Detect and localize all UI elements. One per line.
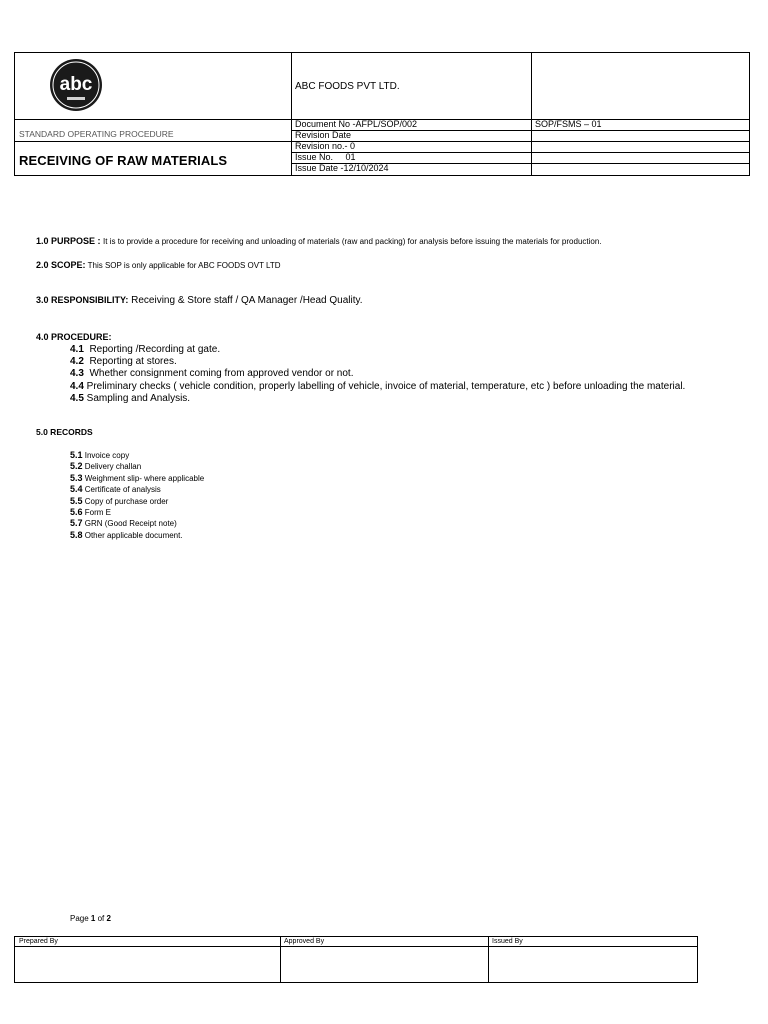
list-item: 4.5 Sampling and Analysis.: [70, 392, 191, 404]
purpose-text: It is to provide a procedure for receiving and unloading of materials (raw and packing) for analysis before issuing the materials for production.: [103, 237, 602, 246]
revision-date: Revision Date: [295, 130, 352, 140]
responsibility-text: Receiving & Store staff / QA Manager /Head Quality.: [128, 295, 363, 306]
issue-number: Issue No. 01: [295, 152, 356, 162]
responsibility-section: [36, 295, 363, 306]
scope-text: This SOP is only applicable for ABC FOODS OVT LTD: [85, 261, 281, 270]
header-divider: [15, 141, 749, 142]
revision-number: Revision no.- 0: [295, 141, 356, 151]
page-number: Page 1 of 2: [70, 914, 111, 923]
header-divider: [291, 130, 749, 131]
document-number: Document No -AFPL/SOP/002: [295, 119, 418, 129]
list-item: 5.6 Form E: [70, 507, 111, 518]
list-item: 5.2 Delivery challan: [70, 461, 142, 472]
records-heading: 5.0 RECORDS: [36, 427, 93, 437]
list-item: 5.3 Weighment slip- where applicable: [70, 472, 205, 483]
approved-by-label: Approved By: [284, 938, 325, 945]
purpose-label: 1.0 PURPOSE :: [36, 236, 104, 246]
header-divider: [531, 53, 532, 175]
scope-section: [36, 260, 281, 270]
footer-divider: [488, 937, 489, 982]
sop-label: STANDARD OPERATING PROCEDURE: [19, 129, 174, 139]
document-header-table: [14, 52, 750, 176]
list-item: 4.3 Whether consignment coming from approved vendor or not.: [70, 368, 354, 380]
abc-logo-icon: [45, 57, 107, 113]
document-title: RECEIVING OF RAW MATERIALS: [19, 153, 228, 168]
procedure-list: [70, 344, 685, 405]
purpose-section: [36, 236, 602, 246]
footer-divider: [280, 937, 281, 982]
company-name: ABC FOODS PVT LTD.: [295, 81, 400, 92]
responsibility-label: 3.0 RESPONSIBILITY:: [36, 295, 129, 305]
list-item: 4.1 Reporting /Recording at gate.: [70, 344, 221, 355]
list-item: 5.7 GRN (Good Receipt note): [70, 518, 177, 529]
procedure-heading: 4.0 PROCEDURE:: [36, 332, 112, 342]
list-item: 5.4 Certificate of analysis: [70, 484, 161, 495]
scope-label: 2.0 SCOPE:: [36, 260, 86, 270]
signature-table: [14, 936, 698, 983]
logo-text: abc: [59, 74, 93, 95]
header-divider: [291, 53, 292, 175]
list-item: 5.8 Other applicable document.: [70, 529, 183, 540]
list-item: 5.1 Invoice copy: [70, 450, 130, 460]
header-divider: [291, 152, 749, 153]
list-item: 4.2 Reporting at stores.: [70, 356, 177, 368]
footer-divider: [15, 946, 697, 947]
sop-code: SOP/FSMS – 01: [535, 119, 602, 129]
list-item: 4.4 Preliminary checks ( vehicle condition, properly labelling of vehicle, invoice of material, temperature, etc ) before unloading the material.: [70, 380, 686, 392]
prepared-by-label: Prepared By: [19, 938, 58, 945]
records-list: [70, 450, 204, 541]
issued-by-label: Issued By: [492, 938, 523, 945]
issue-date: Issue Date -12/10/2024: [295, 163, 389, 173]
list-item: 5.5 Copy of purchase order: [70, 495, 169, 506]
